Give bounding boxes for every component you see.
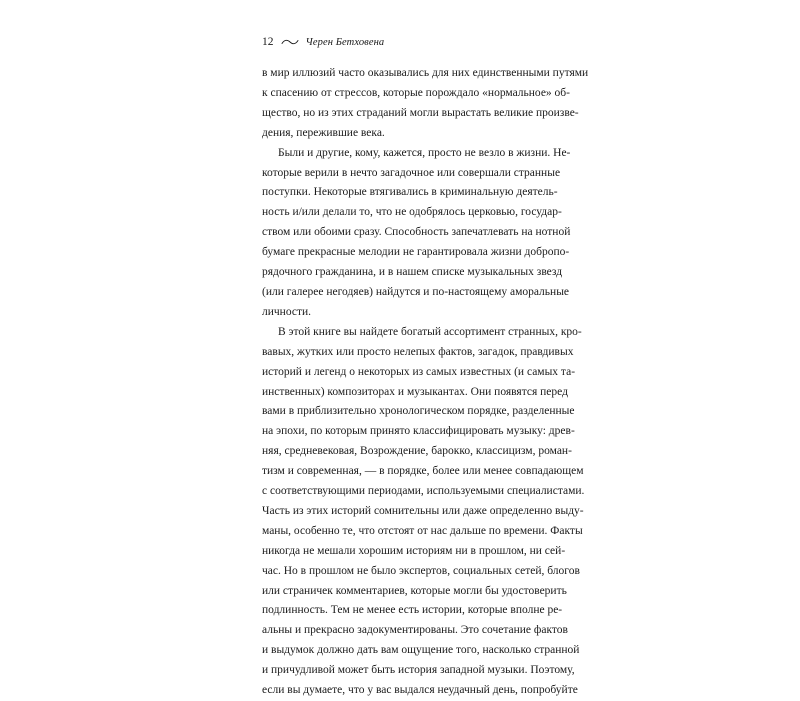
swash-tilde-icon (281, 38, 299, 46)
text-line: в мир иллюзий часто оказывались для них единственными путями (262, 67, 589, 79)
text-line: если вы думаете, что у вас выдался неудачный день, попробуйте (262, 684, 578, 697)
text-line: поступки. Некоторые втягивались в криминальную деятель- (262, 186, 558, 199)
text-line: няя, средневековая, Возрождение, барокко, классицизм, роман- (262, 445, 572, 458)
text-line: на эпохи, по которым принято классифицировать музыку: древ- (262, 425, 575, 438)
paragraph (262, 144, 571, 323)
text-line: или страничек комментариев, которые могли бы удостоверить (262, 584, 567, 597)
text-line: Были и другие, кому, кажется, просто не везло в жизни. Не- (278, 146, 571, 159)
text-line: (или галерее негодяев) найдутся и по-настоящему аморальные (262, 285, 570, 298)
text-line: щество, но из этих страданий могли вырастать великие произве- (262, 106, 579, 119)
text-line: рядочного гражданина, и в нашем списке музыкальных звезд (262, 266, 563, 279)
text-line: личности. (262, 305, 312, 318)
text-line: час. Но в прошлом не было экспертов, социальных сетей, блогов (262, 564, 580, 577)
text-line: бумаге прекрасные мелодии не гарантировала жизни добропо- (262, 246, 570, 259)
text-line: с соответствующими периодами, используемыми специалистами. (262, 485, 585, 498)
text-line: альны и прекрасно задокументированы. Это сочетание фактов (262, 624, 568, 637)
paragraph (262, 323, 585, 701)
text-line: к спасению от стрессов, которые порождало «нормальное» об- (262, 86, 570, 99)
running-head (262, 34, 384, 50)
running-title: Черен Бетховена (305, 36, 385, 48)
page-number: 12 (262, 36, 274, 48)
paragraph (262, 64, 589, 144)
text-line: дения, пережившие века. (262, 126, 385, 139)
text-line: вами в приблизительно хронологическом порядке, разделенные (262, 405, 575, 418)
text-line: ством или обоими сразу. Способность запечатлевать на нотной (262, 226, 571, 239)
text-line: подлинность. Тем не менее есть истории, которые вполне ре- (262, 604, 563, 617)
text-line: и причудливой может быть история западной музыки. Поэтому, (262, 664, 575, 677)
body-text (262, 64, 589, 701)
text-line: маны, особенно те, что отстоят от нас дальше по времени. Факты (262, 524, 583, 537)
text-line: тизм и современная, — в порядке, более или менее совпадающем (262, 465, 584, 478)
text-line: ность и/или делали то, что не одобрялось церковью, государ- (262, 206, 562, 219)
text-line: никогда не мешали хорошим историям ни в прошлом, ни сей- (262, 544, 566, 557)
text-line: историй и легенд о некоторых из самых известных (и самых та- (262, 365, 576, 378)
text-line: инственных) композиторах и музыкантах. Они появятся перед (262, 385, 568, 398)
text-line: которые верили в нечто загадочное или совершали странные (262, 166, 561, 179)
text-line: вавых, жутких или просто нелепых фактов, загадок, правдивых (262, 345, 574, 358)
text-line: В этой книге вы найдете богатый ассортимент странных, кро- (278, 325, 582, 338)
text-line: и выдумок должно дать вам ощущение того, насколько странной (262, 644, 580, 657)
text-line: Часть из этих историй сомнительны или даже определенно выду- (262, 504, 584, 517)
